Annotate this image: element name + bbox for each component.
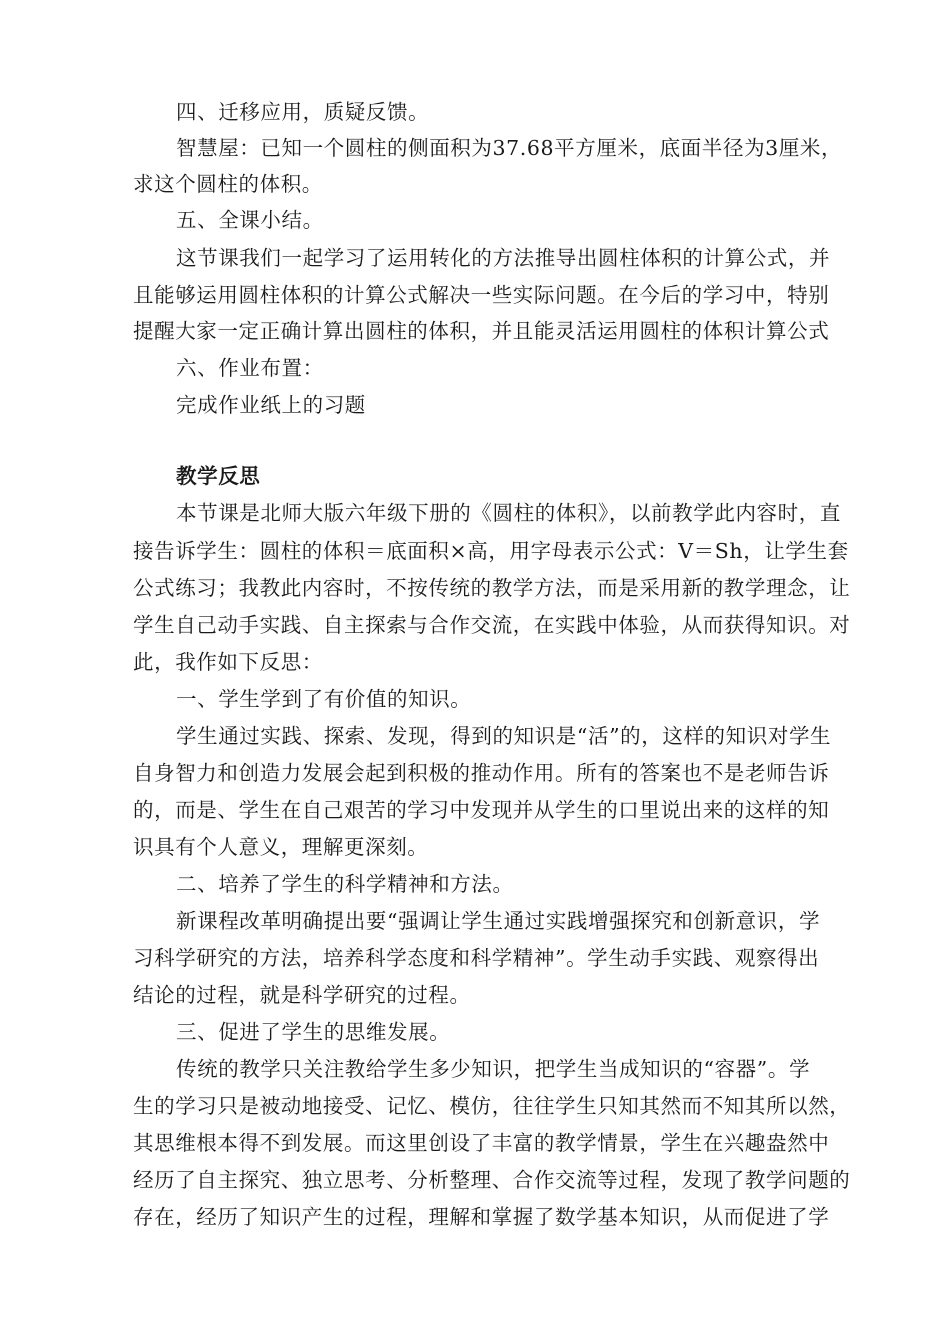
point2-line-1: 新课程改革明确提出要“强调让学生通过实践增强探究和创新意识，学	[176, 909, 821, 933]
point1-line-2: 自身智力和创造力发展会起到积极的推动作用。所有的答案也不是老师告诉	[133, 761, 830, 785]
point3-line-2: 生的学习只是被动地接受、记忆、模仿，往往学生只知其然而不知其所以然，	[133, 1094, 851, 1118]
point1-line-1: 学生通过实践、探索、发现，得到的知识是“活”的，这样的知识对学生	[176, 724, 832, 748]
point1-line-4: 识具有个人意义，理解更深刻。	[133, 835, 429, 859]
section6-heading: 六、作业布置：	[176, 356, 324, 380]
reflection-intro-line-4: 学生自己动手实践、自主探索与合作交流，在实践中体验，从而获得知识。对	[133, 613, 851, 637]
point2-line-2: 习科学研究的方法，培养科学态度和科学精神”。学生动手实践、观察得出	[133, 946, 820, 970]
summary-line-3: 提醒大家一定正确计算出圆柱的体积，并且能灵活运用圆柱的体积计算公式	[133, 319, 830, 343]
reflection-intro-line-3: 公式练习；我教此内容时，不按传统的教学方法，而是采用新的教学理念，让	[133, 576, 851, 600]
section4-heading: 四、迁移应用，质疑反馈。	[176, 100, 430, 124]
reflection-intro-line-2: 接告诉学生：圆柱的体积＝底面积×高，用字母表示公式：V＝Sh，让学生套	[133, 539, 849, 563]
point3-line-1: 传统的教学只关注教给学生多少知识，把学生当成知识的“容器”。学	[176, 1057, 811, 1081]
homework-text: 完成作业纸上的习题	[176, 393, 366, 417]
reflection-intro-line-1: 本节课是北师大版六年级下册的《圆柱的体积》，以前教学此内容时，直	[176, 501, 841, 525]
point3-line-3: 其思维根本得不到发展。而这里创设了丰富的教学情景，学生在兴趣盎然中	[133, 1131, 830, 1155]
point2-heading: 二、培养了学生的科学精神和方法。	[176, 872, 514, 896]
reflection-intro-line-5: 此，我作如下反思：	[133, 650, 323, 674]
point1-heading: 一、学生学到了有价值的知识。	[176, 687, 472, 711]
point3-line-5: 存在，经历了知识产生的过程，理解和掌握了数学基本知识，从而促进了学	[133, 1205, 830, 1229]
point2-line-3: 结论的过程，就是科学研究的过程。	[133, 983, 471, 1007]
summary-line-2: 且能够运用圆柱体积的计算公式解决一些实际问题。在今后的学习中，特别	[133, 283, 830, 307]
point1-line-3: 的，而是、学生在自己艰苦的学习中发现并从学生的口里说出来的这样的知	[133, 798, 830, 822]
problem-line-2: 求这个圆柱的体积。	[133, 172, 323, 196]
problem-line-1: 智慧屋：已知一个圆柱的侧面积为37.68平方厘米，底面半径为3厘米，	[176, 136, 843, 160]
point3-heading: 三、促进了学生的思维发展。	[176, 1020, 451, 1044]
summary-line-1: 这节课我们一起学习了运用转化的方法推导出圆柱体积的计算公式，并	[176, 246, 831, 270]
point3-line-4: 经历了自主探究、独立思考、分析整理、合作交流等过程，发现了教学问题的	[133, 1168, 851, 1192]
reflection-title: 教学反思	[176, 464, 261, 488]
section5-heading: 五、全课小结。	[176, 208, 324, 232]
